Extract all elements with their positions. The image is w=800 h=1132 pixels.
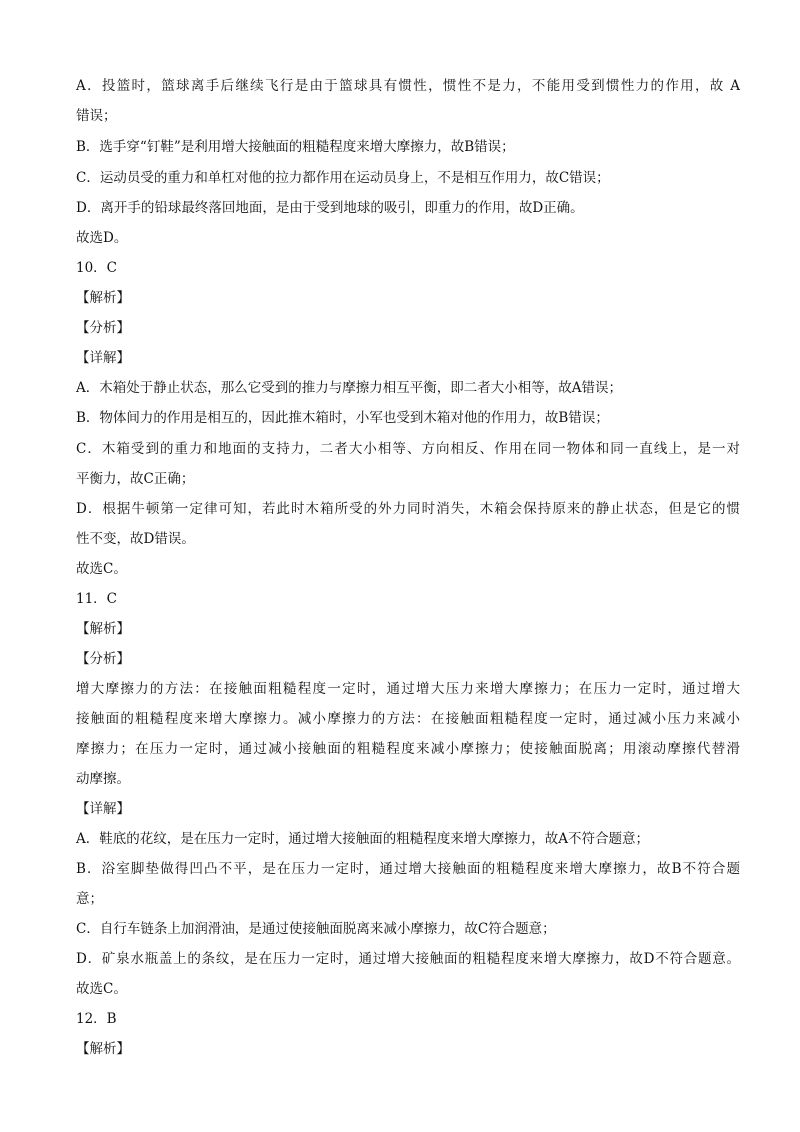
text-line: 动摩擦。 [76,771,130,787]
text-line: C．自行车链条上加润滑油，是通过使接触面脱离来减小摩擦力，故C符合题意； [76,921,556,937]
text-line: 平衡力，故C正确； [76,471,195,487]
text-line: 【分析】 [76,651,130,667]
text-line: D．离开手的铅球最终落回地面，是由于受到地球的吸引，即重力的作用，故D正确。 [76,200,584,216]
text-line: 性不变，故D错误。 [76,531,195,547]
text-line: A．投篮时，篮球离手后继续飞行是由于篮球具有惯性，惯性不是力，不能用受到惯性力的作用，故 A [76,78,740,94]
text-line: 接触面的粗糙程度来增大摩擦力。减小摩擦力的方法：在接触面粗糙程度一定时，通过减小压力来减小 [76,711,740,727]
text-line: 【解析】 [76,290,130,306]
text-line: 增大摩擦力的方法：在接触面粗糙程度一定时，通过增大压力来增大摩擦力；在压力一定时，通过增大 [76,681,740,697]
text-line: 【详解】 [76,801,130,817]
text-line: C．木箱受到的重力和地面的支持力，二者大小相等、方向相反、作用在同一物体和同一直线上，是一对 [76,441,740,457]
text-line: D．根据牛顿第一定律可知，若此时木箱所受的外力同时消失，木箱会保持原来的静止状态，但是它的惯 [76,501,740,517]
text-line: 摩擦力；在压力一定时，通过减小接触面的粗糙程度来减小摩擦力；使接触面脱离；用滚动摩擦代替滑 [76,741,740,757]
text-line: C．运动员受的重力和单杠对他的拉力都作用在运动员身上，不是相互作用力，故C错误； [76,170,610,186]
text-line: 错误； [76,108,117,124]
text-line: 故选C。 [76,561,127,577]
text-line: B．物体间力的作用是相互的，因此推木箱时，小军也受到木箱对他的作用力，故B错误； [76,410,609,426]
text-line: D．矿泉水瓶盖上的条纹，是在压力一定时，通过增大接触面的粗糙程度来增大摩擦力，故D不符合题意。 [76,951,740,967]
text-line: 11．C [76,591,118,607]
text-line: A．鞋底的花纹，是在压力一定时，通过增大接触面的粗糙程度来增大摩擦力，故A不符合题意； [76,831,649,847]
text-line: 【详解】 [76,350,130,366]
text-line: 【解析】 [76,621,130,637]
text-line: 故选C。 [76,981,127,997]
text-line: 12．B [76,1011,117,1027]
text-line: 10．C [76,260,118,276]
text-line: 意； [76,891,103,907]
text-line: 故选D。 [76,230,128,246]
text-line: 【分析】 [76,320,130,336]
text-line: A．木箱处于静止状态，那么它受到的推力与摩擦力相互平衡，即二者大小相等，故A错误； [76,380,622,396]
text-line: 【解析】 [76,1041,130,1057]
text-line: B．选手穿“钉鞋”是利用增大接触面的粗糙程度来增大摩擦力，故B错误； [76,139,515,155]
text-line: B．浴室脚垫做得凹凸不平，是在压力一定时，通过增大接触面的粗糙程度来增大摩擦力，故B不符合题 [76,861,740,877]
